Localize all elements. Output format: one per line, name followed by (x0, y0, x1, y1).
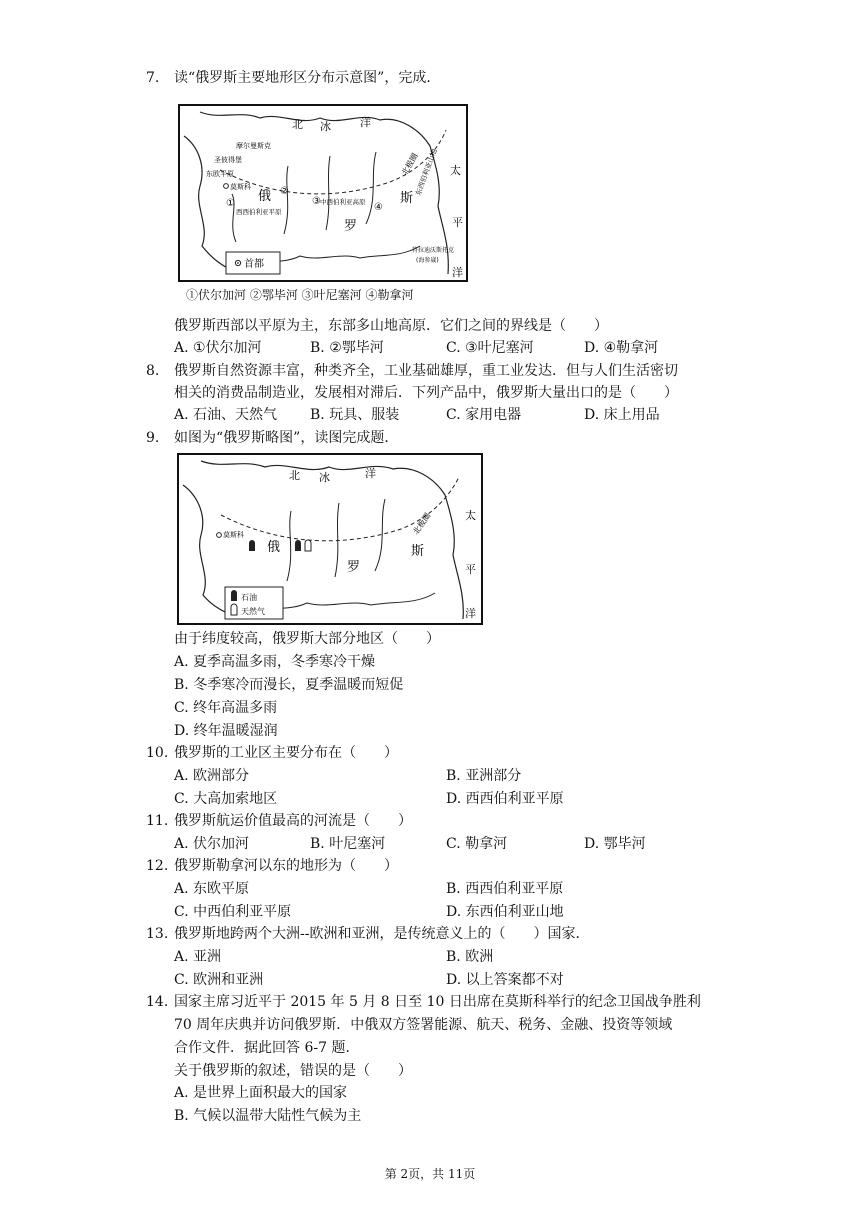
q9-map-si: 斯 (411, 544, 425, 559)
page-footer: 第 2页，共 11页 (384, 1167, 476, 1181)
q7-stem: 读“俄罗斯主要地形区分布示意图”，完成. (174, 70, 431, 86)
oil-icon (249, 540, 255, 551)
q10-option-b[interactable]: B. 亚洲部分 (446, 768, 522, 784)
q9-map-bing: 冰 (319, 471, 330, 484)
q9-stem: 如图为“俄罗斯略图”，读图完成题． (174, 430, 399, 446)
q7-option-c[interactable]: C. ③叶尼塞河 (446, 340, 534, 356)
q13-option-b[interactable]: B. 欧洲 (446, 949, 494, 965)
q9-map-moscow: 莫斯科 (223, 531, 244, 539)
q9-map-north: 北 (289, 469, 300, 482)
q11-number: 11. (146, 813, 169, 829)
q7-question: 俄罗斯西部以平原为主，东部多山地高原．它们之间的界线是（ ） (174, 318, 608, 334)
q9-map-luo: 罗 (347, 560, 361, 575)
q12-number: 12. (146, 858, 169, 874)
q11-option-b[interactable]: B. 叶尼塞河 (310, 836, 386, 852)
q10-option-d[interactable]: D. 西西伯利亚平原 (446, 791, 564, 807)
q12-option-c[interactable]: C. 中西伯利亚平原 (174, 904, 292, 920)
q7-map-circle3: ③ (312, 196, 321, 207)
q7-map-murmansk: 摩尔曼斯克 (236, 142, 271, 150)
q9-map-ping: 平 (465, 563, 476, 576)
q7-map-bing: 冰 (320, 120, 331, 133)
q7-map-yang: 洋 (360, 116, 371, 129)
q10-option-a[interactable]: A. 欧洲部分 (174, 768, 250, 784)
q9-option-d[interactable]: D. 终年温暖湿润 (174, 723, 278, 739)
q9-map-yang: 洋 (365, 467, 376, 480)
q13-number: 13. (146, 926, 169, 942)
q7-option-b[interactable]: B. ②鄂毕河 (310, 340, 384, 356)
q9-map-moscow-marker (217, 533, 222, 538)
q7-map-si: 斯 (400, 191, 414, 206)
q13-option-a[interactable]: A. 亚洲 (174, 949, 222, 965)
q14-option-a[interactable]: A. 是世界上面积最大的国家 (174, 1085, 348, 1101)
q10-number: 10. (146, 745, 169, 761)
q7-map-east-siberia: 东西伯利亚山地 (414, 147, 439, 197)
q14-line-1: 国家主席习近平于 2015 年 5 月 8 日至 10 日出席在莫斯科举行的纪念卫国战争胜利 (174, 994, 701, 1010)
q9-map-legend-gas: 天然气 (241, 607, 265, 616)
q7-map-west-siberia: 西西伯利亚平原 (236, 208, 282, 216)
q7-map-st-petersburg: 圣彼得堡 (214, 156, 242, 164)
q12-option-b[interactable]: B. 西西伯利亚平原 (446, 881, 564, 897)
q7-map-e: 俄 (258, 189, 272, 204)
q7-map-tai: 太 (450, 164, 461, 177)
q9-option-b[interactable]: B. 冬季寒冷而漫长，夏季温暖而短促 (174, 677, 404, 693)
q14-line-3: 合作文件．据此回答 6-7 题． (174, 1040, 360, 1056)
q13-option-d[interactable]: D. 以上答案都不对 (446, 972, 564, 988)
q10-stem: 俄罗斯的工业区主要分布在（ ） (174, 745, 398, 761)
q11-option-a[interactable]: A. 伏尔加河 (174, 836, 250, 852)
q9-map-arctic-circle: 北极圈 (411, 511, 433, 537)
q7-map-circle2: ② (280, 186, 289, 197)
q14-line-2: 70 周年庆典并访问俄罗斯．中俄双方签署能源、航天、税务、金融、投资等领域 (174, 1017, 673, 1033)
q11-stem: 俄罗斯航运价值最高的河流是（ ） (174, 813, 412, 829)
q7-map-arctic-circle: 北极圈 (399, 151, 420, 177)
q11-option-d[interactable]: D. 鄂毕河 (584, 836, 646, 852)
q8-option-b[interactable]: B. 玩具、服装 (310, 407, 400, 423)
q7-number: 7. (146, 70, 160, 86)
q9-map-e: 俄 (267, 540, 281, 555)
q9-map-svg (179, 455, 481, 623)
q13-stem: 俄罗斯地跨两个大洲--欧洲和亚洲，是传统意义上的（ ）国家． (174, 926, 590, 942)
q9-question: 由于纬度较高，俄罗斯大部分地区（ ） (174, 631, 440, 647)
q7-map-capital-legend: 首都 (244, 259, 264, 270)
oil-legend-icon (231, 590, 237, 601)
q7-map-north: 北 (292, 118, 303, 131)
q7-map-yang2: 洋 (452, 266, 463, 279)
q12-stem: 俄罗斯勒拿河以东的地形为（ ） (174, 858, 398, 874)
q7-map-svg (180, 106, 466, 280)
q7-map-ping: 平 (452, 216, 463, 229)
q9-map-legend-oil: 石油 (241, 593, 257, 602)
q12-option-d[interactable]: D. 东西伯利亚山地 (446, 904, 564, 920)
q9-number: 9. (146, 430, 160, 446)
q7-map-east-europe: 东欧平原 (206, 170, 234, 178)
q14-question: 关于俄罗斯的叙述，错误的是（ ） (174, 1063, 412, 1079)
q7-map-luo: 罗 (344, 219, 358, 234)
q10-option-c[interactable]: C. 大高加索地区 (174, 791, 278, 807)
q8-number: 8. (146, 363, 160, 379)
q8-option-a[interactable]: A. 石油、天然气 (174, 407, 278, 423)
q7-map-circle4: ④ (374, 202, 383, 213)
q7-map-central-siberia: 中西伯利亚高原 (320, 198, 366, 206)
q9-option-a[interactable]: A. 夏季高温多雨，冬季寒冷干燥 (174, 654, 376, 670)
q7-option-a[interactable]: A. ①伏尔加河 (174, 340, 262, 356)
q11-option-c[interactable]: C. 勒拿河 (446, 836, 508, 852)
q8-option-c[interactable]: C. 家用电器 (446, 407, 522, 423)
q9-map-yang2: 洋 (465, 607, 476, 620)
oil-icon (295, 540, 301, 551)
q7-map (178, 104, 468, 282)
q7-map-vladivostok: 符拉迪沃斯托克 (412, 247, 455, 254)
q7-option-d[interactable]: D. ④勒拿河 (584, 340, 659, 356)
q8-line-1: 俄罗斯自然资源丰富，种类齐全，工业基础雄厚，重工业发达．但与人们生活密切 (174, 363, 678, 379)
q14-option-b[interactable]: B. 气候以温带大陆性气候为主 (174, 1108, 362, 1124)
q12-option-a[interactable]: A. 东欧平原 (174, 881, 250, 897)
q7-map-circle1: ① (226, 198, 235, 209)
q13-option-c[interactable]: C. 欧洲和亚洲 (174, 972, 264, 988)
q8-option-d[interactable]: D. 床上用品 (584, 407, 660, 423)
q9-map (177, 453, 483, 625)
q7-map-haishenwei: (海参崴) (416, 257, 439, 264)
q9-option-c[interactable]: C. 终年高温多雨 (174, 700, 278, 716)
q8-line-2: 相关的消费品制造业，发展相对滞后．下列产品中，俄罗斯大量出口的是（ ） (174, 385, 678, 401)
q7-map-moscow: 莫斯科 (230, 183, 251, 191)
q7-map-caption: ①伏尔加河 ②鄂毕河 ③叶尼塞河 ④勒拿河 (186, 288, 414, 302)
gas-icon (305, 540, 311, 551)
q9-map-tai: 太 (465, 509, 476, 522)
q14-number: 14. (146, 994, 169, 1010)
q7-map-moscow-marker (224, 184, 229, 189)
